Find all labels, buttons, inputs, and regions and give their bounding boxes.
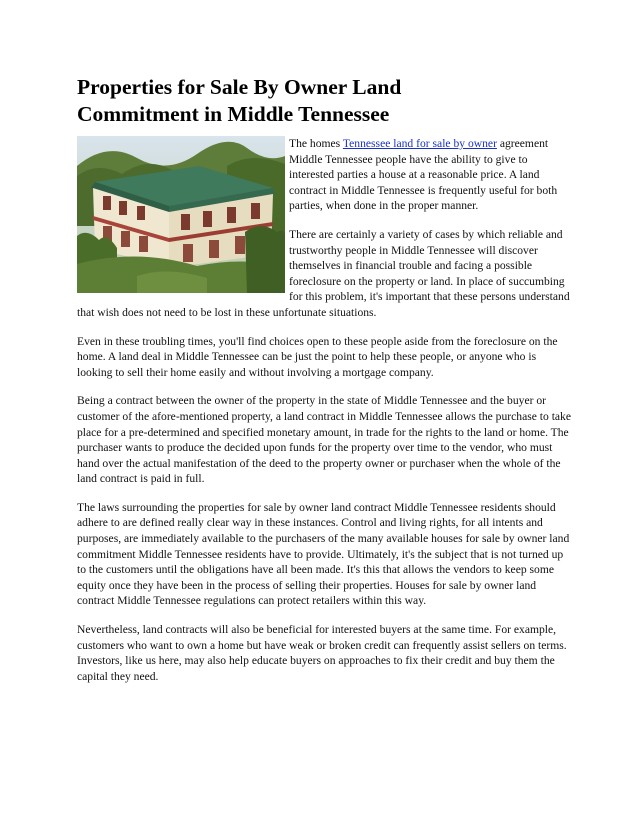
- paragraph-5: The laws surrounding the properties for sale by owner land contract Middle Tennessee residents should adhere to are defined really clear way in these instances. Control and living rights, for all intents and purposes, are immediately available to the purchasers of the many available houses for sale by owner land commitment Middle Tennessee residents have to provide. Ultimately, it's the subject that is not turned up to the customers until the obligations have all been made. It's this that allows the vendors to keep some equity once they have been in the process of selling their properties. Houses for sale by owner land contract Middle Tennessee regulations can protect retailers within this way.: [77, 500, 570, 608]
- paragraph-2: There are certainly a variety of cases by which reliable and trustworthy people in Middle Tennessee will discover themselves in financial trouble and facing a possible foreclosure on the property or land. In place of succumbing for this problem, it's important that these persons understand that wish does not need to be lost in these unfortunate situations.: [77, 227, 570, 319]
- paragraph-1-start: The homes: [289, 137, 343, 150]
- title-line-2: Commitment in Middle Tennessee: [77, 102, 390, 126]
- title-line-1: Properties for Sale By Owner Land: [77, 75, 402, 99]
- article: [77, 74, 571, 697]
- house-photo: [77, 136, 285, 293]
- tennessee-land-link[interactable]: Tennessee land for sale by owner: [342, 137, 497, 150]
- paragraph-1-end: agreement Middle Tennessee people have the ability to give to interested parties a house at a reasonable price. A land contract in Middle Tennessee is frequently useful for both parties, when done in the proper manner.: [289, 137, 558, 213]
- page-title: [77, 74, 571, 128]
- paragraph-3: Even in these troubling times, you'll find choices open to these people aside from the foreclosure on the home. A land deal in Middle Tennessee can be just the point to help these people, or anyone who is looking to sell their home easily and without involving a mortgage company.: [77, 334, 558, 379]
- paragraph-6: Nevertheless, land contracts will also be beneficial for interested buyers at the same time. For example, customers who want to own a home but have weak or broken credit can frequently assist sellers on terms. Investors, like us here, may also help educate buyers on approaches to fix their credit and buy them the capital they need.: [77, 623, 567, 683]
- paragraph-4: Being a contract between the owner of the property in the state of Middle Tennessee and the buyer or customer of the afore-mentioned property, a land contract in Middle Tennessee allows the purchase to take place for a pre-determined and specified monetary amount, in trade for the rights to the land or home. The purchaser wants to produce the decided upon funds for the property over time to the vendor, who must hand over the actual manifestation of the deed to the property owner or purchaser when the whole of the land contract is paid in full.: [77, 394, 572, 486]
